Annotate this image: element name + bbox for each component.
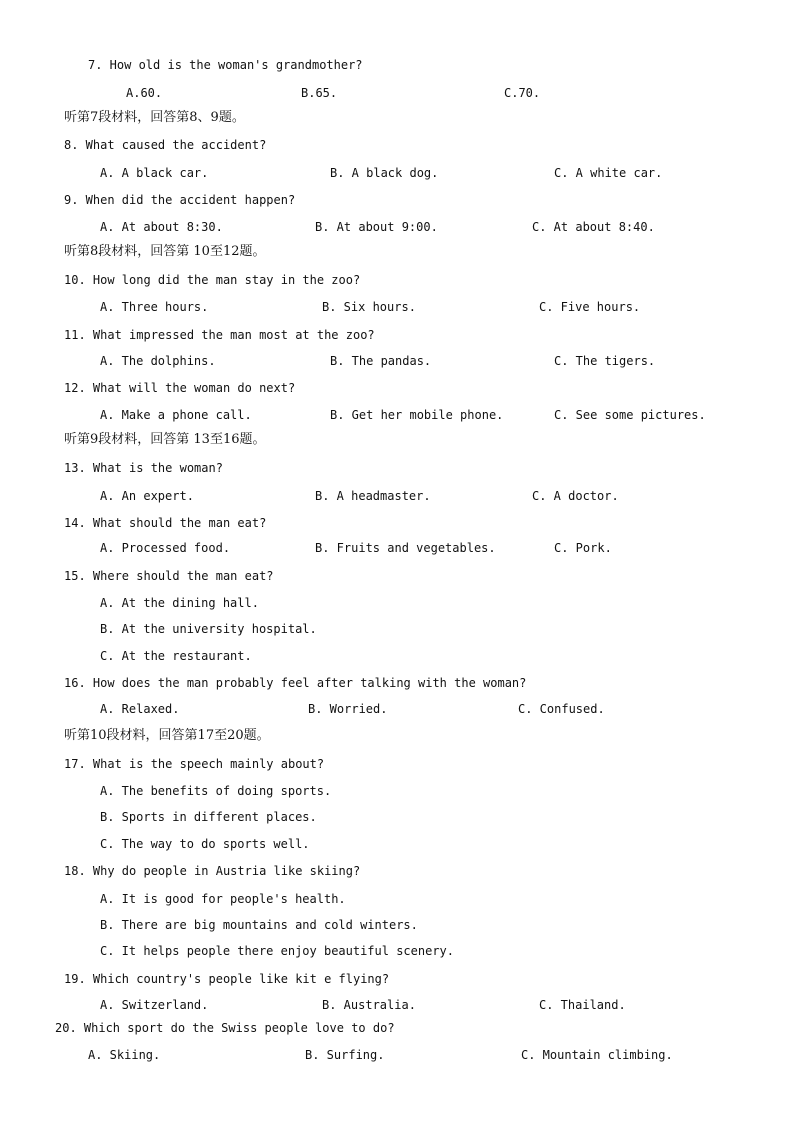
q13-option-c: C. A doctor. — [532, 489, 619, 503]
question-14: 14. What should the man eat? — [64, 516, 267, 530]
q19-option-a: A. Switzerland. — [100, 998, 209, 1012]
q19-option-b: B. Australia. — [322, 998, 416, 1012]
q14-option-b: B. Fruits and vegetables. — [315, 541, 496, 555]
q15-option-b: B. At the university hospital. — [100, 622, 317, 636]
section-7-heading: 听第7段材料，回答第8、9题。 — [64, 110, 245, 125]
question-11: 11. What impressed the man most at the zoo? — [64, 328, 375, 342]
q15-option-c: C. At the restaurant. — [100, 649, 252, 663]
q16-option-b: B. Worried. — [308, 702, 388, 716]
q18-option-c: C. It helps people there enjoy beautiful scenery. — [100, 944, 455, 958]
q11-option-a: A. The dolphins. — [100, 354, 216, 368]
q20-option-c: C. Mountain climbing. — [521, 1048, 673, 1062]
section-10-heading: 听第10段材料，回答第17至20题。 — [64, 728, 270, 743]
q12-option-a: A. Make a phone call. — [100, 408, 252, 422]
question-9: 9. When did the accident happen? — [64, 193, 296, 207]
q10-option-b: B. Six hours. — [322, 300, 416, 314]
q18-option-a: A. It is good for people's health. — [100, 892, 346, 906]
section-9-heading: 听第9段材料，回答第 13至16题。 — [64, 432, 266, 447]
q9-option-b: B. At about 9:00. — [315, 220, 438, 234]
q19-option-c: C. Thailand. — [539, 998, 626, 1012]
question-16: 16. How does the man probably feel after talking with the woman? — [64, 676, 527, 690]
q10-option-c: C. Five hours. — [539, 300, 641, 314]
section-8-heading: 听第8段材料，回答第 10至12题。 — [64, 244, 266, 259]
q7-option-b: B.65. — [301, 86, 338, 100]
q11-option-b: B. The pandas. — [330, 354, 432, 368]
q20-option-a: A. Skiing. — [88, 1048, 161, 1062]
q14-option-c: C. Pork. — [554, 541, 612, 555]
q17-option-c: C. The way to do sports well. — [100, 837, 310, 851]
question-18: 18. Why do people in Austria like skiing? — [64, 864, 361, 878]
q9-option-c: C. At about 8:40. — [532, 220, 655, 234]
q15-option-a: A. At the dining hall. — [100, 596, 259, 610]
q16-option-c: C. Confused. — [518, 702, 605, 716]
q8-option-b: B. A black dog. — [330, 166, 439, 180]
q12-option-b: B. Get her mobile phone. — [330, 408, 504, 422]
question-8: 8. What caused the accident? — [64, 138, 267, 152]
q14-option-a: A. Processed food. — [100, 541, 231, 555]
q7-option-c: C.70. — [504, 86, 541, 100]
q10-option-a: A. Three hours. — [100, 300, 209, 314]
question-12: 12. What will the woman do next? — [64, 381, 296, 395]
q17-option-b: B. Sports in different places. — [100, 810, 317, 824]
q20-option-b: B. Surfing. — [305, 1048, 385, 1062]
question-10: 10. How long did the man stay in the zoo? — [64, 273, 361, 287]
question-15: 15. Where should the man eat? — [64, 569, 274, 583]
q16-option-a: A. Relaxed. — [100, 702, 180, 716]
q17-option-a: A. The benefits of doing sports. — [100, 784, 332, 798]
q12-option-c: C. See some pictures. — [554, 408, 706, 422]
q8-option-c: C. A white car. — [554, 166, 663, 180]
question-17: 17. What is the speech mainly about? — [64, 757, 325, 771]
q8-option-a: A. A black car. — [100, 166, 209, 180]
question-20: 20. Which sport do the Swiss people love to do? — [55, 1021, 395, 1035]
question-19: 19. Which country's people like kit e flying? — [64, 972, 390, 986]
q18-option-b: B. There are big mountains and cold winters. — [100, 918, 418, 932]
question-7: 7. How old is the woman's grandmother? — [88, 58, 363, 72]
q13-option-a: A. An expert. — [100, 489, 194, 503]
q11-option-c: C. The tigers. — [554, 354, 656, 368]
question-13: 13. What is the woman? — [64, 461, 223, 475]
q7-option-a: A.60. — [126, 86, 163, 100]
q13-option-b: B. A headmaster. — [315, 489, 431, 503]
q9-option-a: A. At about 8:30. — [100, 220, 223, 234]
